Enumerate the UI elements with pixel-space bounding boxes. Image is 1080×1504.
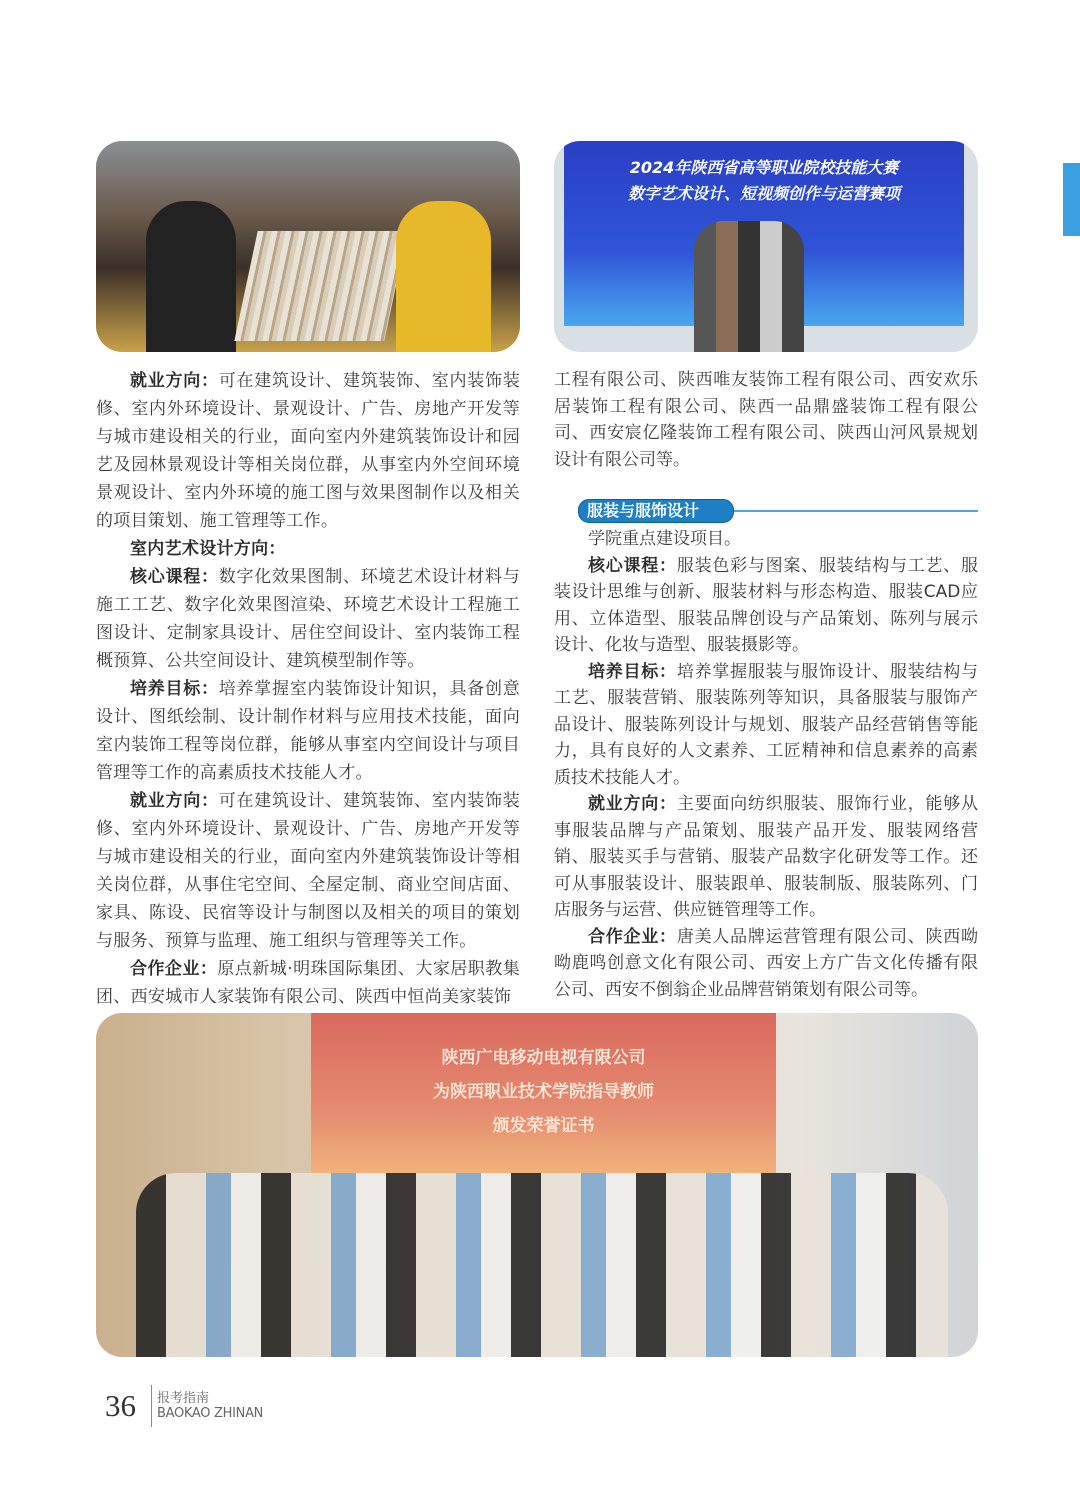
paragraph-text: 主要面向纺织服装、服饰行业，能够从事服装品牌与产品策划、服装产品开发、服装网络营销、服装买手与营销、服装产品数字化研发等工作。还可从事服装设计、服装跟单、服装制版、服装陈列、门店服务与运营、供应链管理等工作。 <box>554 794 979 920</box>
footer-divider <box>151 1385 152 1427</box>
paragraph <box>554 659 978 792</box>
right-paragraphs <box>554 526 978 1003</box>
magazine-name-en: BAOKAO ZHINAN <box>157 1406 264 1421</box>
paragraph-label: 就业方向： <box>130 371 219 391</box>
paragraph-text: 培养掌握服装与服饰设计、服装结构与工艺、服装营销、服装陈列等知识，具备服装与服饰产品设计、服装陈列设计与规划、服装产品经营销售等能力，具有良好的人文素养、工匠精神和信息素养的高素质技术技能人才。 <box>554 661 979 788</box>
paragraph-label: 核心课程： <box>588 555 677 576</box>
screen-line2: 为陕西职业技术学院指导教师 <box>433 1082 654 1102</box>
paragraph-text: 可在建筑设计、建筑装饰、室内装饰装修、室内外环境设计、景观设计、广告、房地产开发等与城市建设相关的行业，面向室内外建筑装饰设计等相关岗位群，从事住宅空间、全屋定制、商业空间店面、家具、陈设、民宿等设计与制图以及相关的项目的策划与服务、预算与监理、施工组织与管理等关工作。 <box>96 791 521 951</box>
paragraph-text: 唐美人品牌运营管理有限公司、陕西呦呦鹿鸣创意文化有限公司、西安上方广告文化传播有限公司、西安不倒翁企业品牌营销策划有限公司等。 <box>554 926 979 1000</box>
section-side-tab <box>1063 163 1080 236</box>
paragraph-label: 培养目标： <box>130 679 219 699</box>
photo-skills-competition <box>554 141 978 352</box>
paragraph-label: 就业方向： <box>130 791 219 811</box>
paragraph <box>554 526 978 553</box>
paragraph-text: 原点新城·明珠国际集团、大家居职教集团、西安城市人家装饰有限公司、陕西中恒尚美家装饰 <box>96 959 520 1007</box>
photo-group <box>136 1173 948 1357</box>
paragraph-text: 可在建筑设计、建筑装饰、室内装饰装修、室内外环境设计、景观设计、广告、房地产开发等与城市建设相关的行业，面向室内外建筑装饰设计和园艺及园林景观设计等相关岗位群，从事室内外空间环境景观设计、室内外环境的施工图与效果图制作以及相关的项目策划、施工管理等工作。 <box>96 371 521 531</box>
photo-group <box>694 221 804 352</box>
paragraph-text: 数字化效果图制、环境艺术设计材料与施工工艺、数字化效果图渲染、环境艺术设计工程施工图设计、定制家具设计、居住空间设计、室内装饰工程概预算、公共空间设计、建筑模型制作等。 <box>96 567 521 671</box>
paragraph <box>554 791 978 924</box>
paragraph <box>554 553 978 659</box>
paragraph-label: 室内艺术设计方向： <box>130 539 286 559</box>
screen-line1: 陕西广电移动电视有限公司 <box>441 1048 646 1068</box>
paragraph <box>96 563 520 675</box>
screen-line3: 颁发荣誉证书 <box>492 1116 595 1136</box>
paragraph <box>96 787 520 955</box>
paragraph-text: 服装色彩与图案、服装结构与工艺、服装设计思维与创新、服装材料与形态构造、服装CAD应用、立体造型、服装品牌创设与产品策划、陈列与展示设计、化妆与造型、服装摄影等。 <box>554 555 979 655</box>
section-header <box>578 499 978 523</box>
paragraph-label: 核心课程： <box>130 567 219 587</box>
paragraph <box>96 675 520 787</box>
photo-figure <box>396 201 491 352</box>
photo-books-table <box>234 231 407 341</box>
page-number: 36 <box>105 1388 136 1423</box>
paragraph <box>96 367 520 535</box>
left-column <box>96 367 520 1011</box>
paragraph-label: 培养目标： <box>588 661 677 682</box>
photo-figure <box>146 201 236 352</box>
banner-title-line1: 2024年陕西省高等职业院校技能大赛 <box>629 158 899 177</box>
photo-award-ceremony <box>96 1013 978 1357</box>
magazine-name-cn: 报考指南 <box>157 1391 210 1406</box>
paragraph-label: 就业方向： <box>588 794 677 814</box>
paragraph <box>96 535 520 563</box>
banner-title-line2: 数字艺术设计、短视频创作与运营赛项 <box>627 184 900 203</box>
photo-students-reading-books <box>96 141 520 352</box>
paragraph-label: 合作企业： <box>130 959 218 979</box>
paragraph-text: 学院重点建设项目。 <box>588 529 741 549</box>
paragraph-text: 培养掌握室内装饰设计知识，具备创意设计、图纸绘制、设计制作材料与应用技术技能，面向室内装饰工程等岗位群，能够从事室内空间设计与项目管理等工作的高素质技术技能人才。 <box>96 679 521 783</box>
right-column <box>554 367 978 1003</box>
paragraph <box>96 955 520 1011</box>
paragraph <box>554 924 978 1004</box>
section-title: 服装与服饰设计 <box>578 499 734 523</box>
paragraph-label: 合作企业： <box>588 926 677 947</box>
presentation-screen <box>311 1013 776 1173</box>
continuation-paragraph: 工程有限公司、陕西唯友装饰工程有限公司、西安欢乐居装饰工程有限公司、陕西一品鼎盛装饰工程有限公司、西安宸亿隆装饰工程有限公司、陕西山河风景规划设计有限公司等。 <box>554 370 978 470</box>
